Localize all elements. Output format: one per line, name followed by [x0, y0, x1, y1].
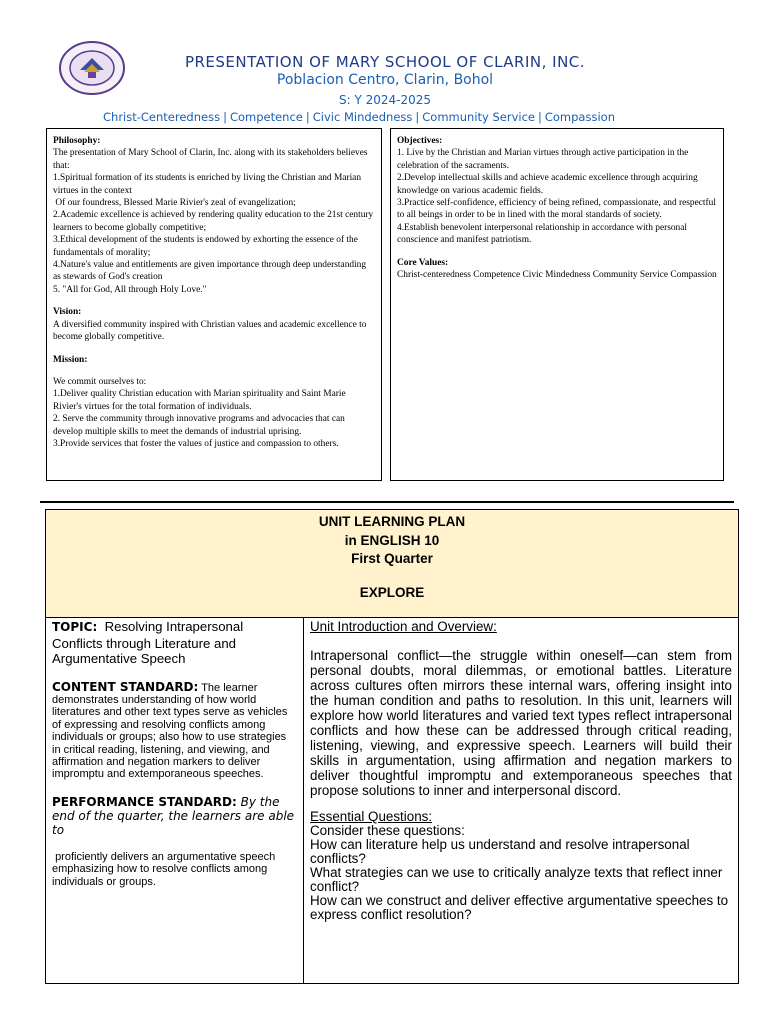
mission-title: Mission:	[53, 354, 88, 365]
core-value-3: Civic Mindedness	[312, 110, 413, 124]
objective-1: 1. Live by the Christian and Marian virtues through active participation in the celebration of the sacraments.	[397, 148, 689, 171]
performance-standard-text: proficiently delivers an argumentative speech emphasizing how to resolve conflicts among individuals or groups.	[52, 850, 279, 888]
philosophy-item-5: 5. "All for God, All through Holy Love."	[53, 284, 207, 295]
content-standard-text: The learner demonstrates understanding of how world literatures and other text types serve as vehicles of expressing and resolving conflicts among individuals or groups; also how to use strategies in critical reading, listening, and viewing, and affirmation and negation markers to deliver impromptu and extemporaneous speeches.	[52, 681, 288, 781]
core-value-1: Christ-Centeredness	[103, 110, 221, 124]
core-value-2: Competence	[229, 110, 303, 124]
mission-item-2: 2. Serve the community through innovative programs and advocacies that can develop multiple skills to meet the demands of industrial uprising.	[53, 414, 345, 437]
mission-item-3: 3.Provide services that foster the values of justice and compassion to others.	[53, 438, 339, 449]
intro-text: Intrapersonal conflict—the struggle within oneself—can stem from personal doubts, moral dilemmas, or emotional battles. Literature across cultures often mirrors these internal wars, offering insight into the human condition and paths to resolution. In this unit, learners will explore how world literatures and varied text types reflect intrapersonal conflicts and how these can be addressed through critical reading, listening, viewing, and expressive speech. Learners will build their skills in argumentation, using affirmation and negation markers to deliver thoughtful impromptu and extemporaneous speeches that propose solutions to inner and interpersonal discord.	[310, 648, 732, 798]
essential-question-1: How can literature help us understand and resolve intrapersonal conflicts?	[310, 837, 690, 866]
plan-title: UNIT LEARNING PLAN	[318, 514, 466, 529]
philosophy-item-4: 4.Nature's value and entitlements are given importance through deep understanding as stewards of God's creation	[53, 260, 367, 283]
core-values-text: Christ-centeredness Competence Civic Mindedness Community Service Compassion	[397, 270, 717, 281]
core-values-row: Christ-Centeredness | Competence | Civic Mindedness | Community Service | Compassion	[100, 110, 700, 124]
plan-stage: EXPLORE	[359, 584, 425, 600]
plan-quarter: First Quarter	[351, 551, 433, 566]
plan-standards-column	[46, 618, 304, 983]
performance-standard-italic: By the end of the quarter, the learners are able to	[52, 794, 295, 837]
unit-plan-header	[46, 510, 738, 618]
topic	[52, 619, 297, 667]
content-standard	[52, 681, 297, 781]
school-logo	[58, 40, 126, 96]
mission-item-1: 1.Deliver quality Christian education with Marian spirituality and Saint Marie Rivier's virtues for the total formation of individuals.	[53, 389, 346, 412]
school-name: PRESENTATION OF MARY SCHOOL OF CLARIN, INC.	[184, 53, 586, 71]
school-address: Poblacion Centro, Clarin, Bohol	[276, 72, 494, 88]
philosophy-title: Philosophy:	[53, 136, 101, 146]
philosophy-item-1: 1.Spiritual formation of its students is enriched by living the Christian and Marian virtues in the context	[53, 173, 362, 196]
plan-overview-column	[304, 618, 738, 983]
plan-subject: in ENGLISH 10	[344, 532, 440, 548]
objective-4: 4.Establish benevolent interpersonal relationship in accordance with personal conscience and manifest patriotism.	[397, 222, 688, 246]
content-standard-label: CONTENT STANDARD:	[52, 679, 199, 694]
vision-title: Vision:	[53, 307, 82, 318]
performance-standard-label: PERFORMANCE STANDARD:	[52, 794, 237, 809]
performance-standard	[52, 795, 297, 837]
core-value-4: Community Service	[422, 110, 535, 124]
objective-3: 3.Practice self-confidence, efficiency of being refined, compassionate, and respectful to all beings in order to be in lined with the moral standards of society.	[397, 198, 716, 221]
philosophy-intro: The presentation of Mary School of Clarin, Inc. along with its stakeholders believes that:	[53, 148, 368, 171]
objective-2: 2.Develop intellectual skills and achieve academic excellence through acquiring knowledge on various academic fields.	[397, 173, 698, 196]
intro-heading: Unit Introduction and Overview:	[310, 619, 497, 634]
essential-questions-heading: Essential Questions:	[310, 809, 433, 824]
objectives-title: Objectives:	[397, 136, 443, 146]
section-divider	[40, 501, 734, 503]
philosophy-vision-mission-box	[46, 128, 382, 481]
essential-question-3: How can we construct and deliver effective argumentative speeches to express conflict resolution?	[310, 893, 729, 922]
core-value-5: Compassion	[544, 110, 615, 124]
vision-text: A diversified community inspired with Christian values and academic excellence to become globally competitive.	[53, 319, 367, 343]
core-values-title: Core Values:	[397, 257, 449, 268]
school-year: S: Y 2024-2025	[338, 93, 432, 107]
essential-question-2: What strategies can we use to critically analyze texts that reflect inner conflict?	[310, 865, 723, 894]
philosophy-item-2: 2.Academic excellence is achieved by rendering quality education to the 21st century learners to become globally competitive;	[53, 210, 374, 233]
mission-intro: We commit ourselves to:	[53, 376, 147, 387]
essential-questions-intro: Consider these questions:	[310, 823, 465, 838]
objectives-box	[390, 128, 724, 481]
topic-text: Resolving Intrapersonal Conflicts through Literature and Argumentative Speech	[52, 619, 244, 666]
philosophy-item-1b: Of our foundress, Blessed Marie Rivier's zeal of evangelization;	[53, 198, 296, 209]
philosophy-item-3: 3.Ethical development of the students is endowed by exhorting the essence of the fundamentals of morality;	[53, 235, 358, 258]
topic-label: TOPIC:	[52, 620, 98, 634]
